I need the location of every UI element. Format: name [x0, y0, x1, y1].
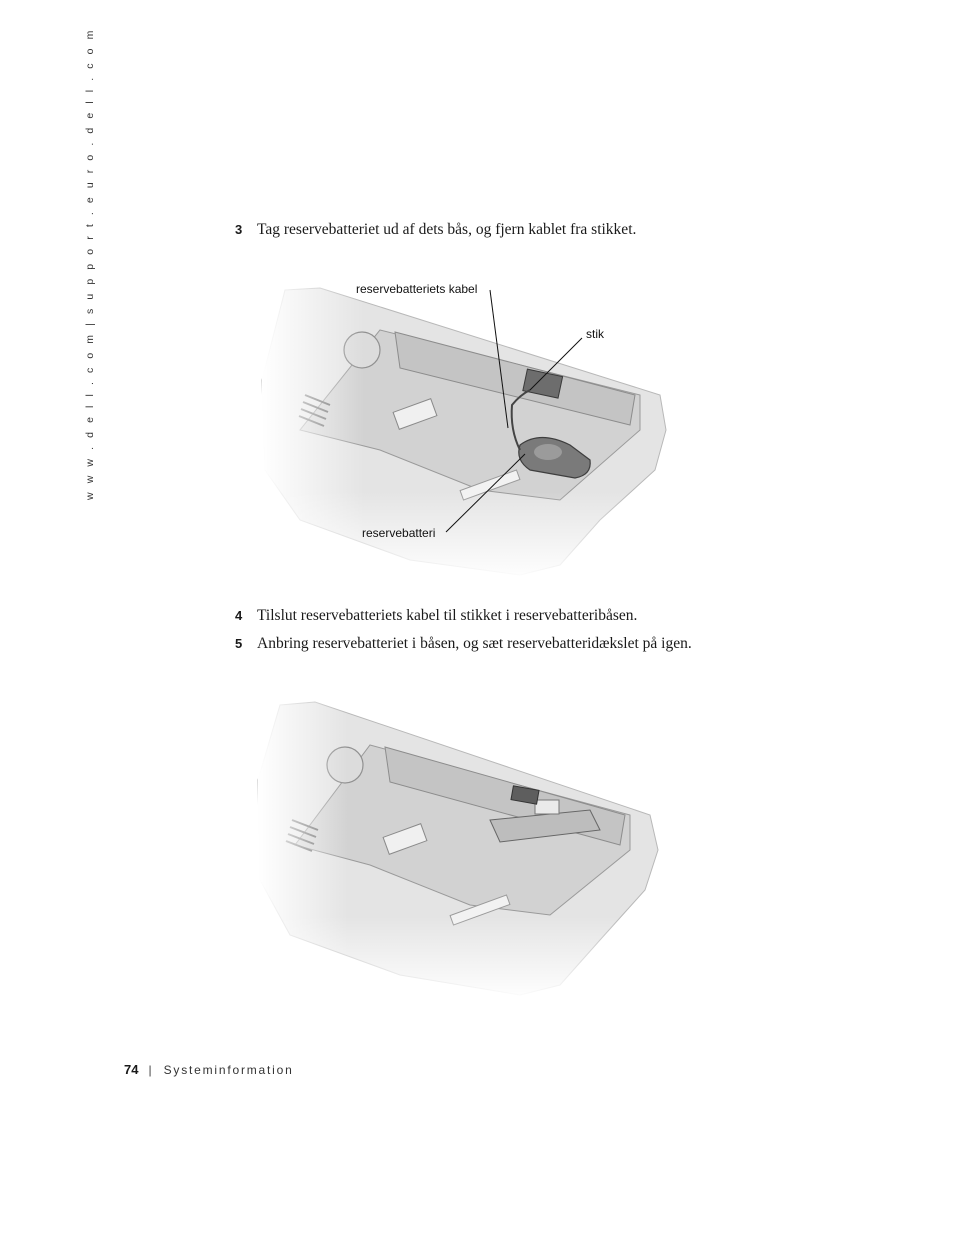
step-text: Tilslut reservebatteriets kabel til stikket i reservebatteribåsen.	[257, 607, 638, 624]
step-number: 3	[235, 222, 243, 237]
footer-section: Systeminformation	[163, 1063, 294, 1077]
callout-battery-label: reservebatteri	[362, 526, 436, 540]
step-number: 5	[235, 636, 243, 651]
page-footer	[124, 1062, 294, 1077]
step-number: 4	[235, 608, 243, 623]
sidebar-url: w w w . d e l l . c o m | s u p p o r t . e u r o . d e l l . c o m	[84, 27, 96, 500]
callout-connector-label: stik	[586, 327, 604, 341]
step-text: Anbring reservebatteriet i båsen, og sæt reservebatteridækslet på igen.	[257, 635, 692, 652]
step-text: Tag reservebatteriet ud af dets bås, og fjern kablet fra stikket.	[257, 221, 637, 238]
callout-cable-label: reservebatteriets kabel	[356, 282, 478, 296]
footer-separator: |	[148, 1063, 152, 1077]
page-number: 74	[124, 1062, 139, 1077]
